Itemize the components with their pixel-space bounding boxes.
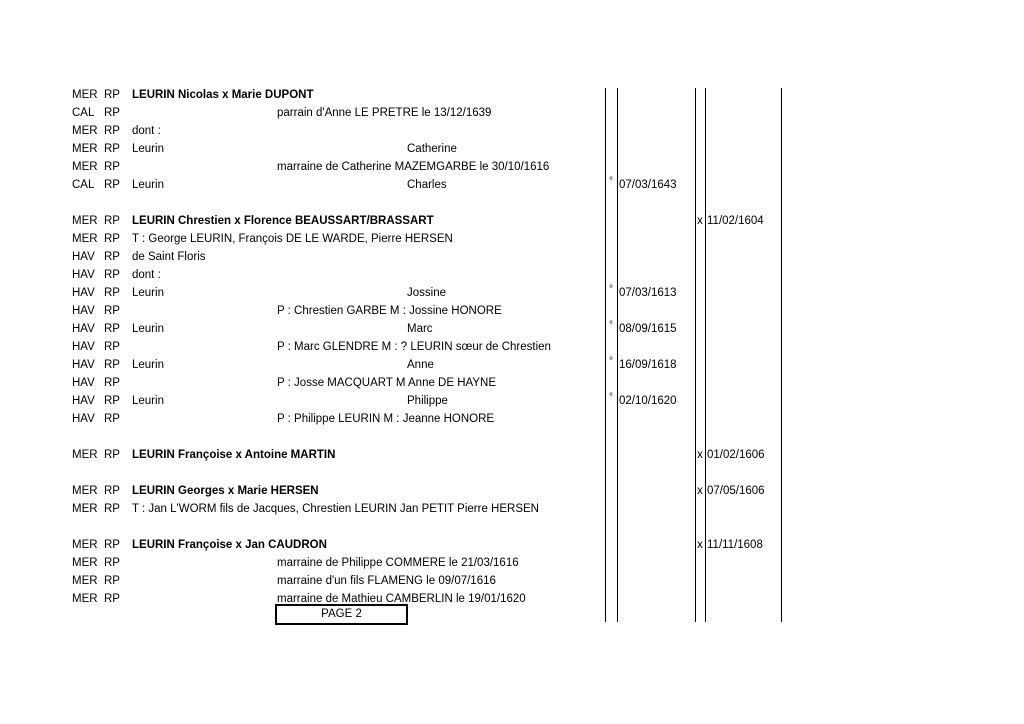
blank-row xyxy=(0,428,1024,446)
record-row xyxy=(0,554,1024,572)
given-name: Philippe xyxy=(407,395,448,407)
description: LEURIN Georges x Marie HERSEN xyxy=(132,485,319,497)
record-row xyxy=(0,176,1024,194)
note-text: P : Chrestien GARBE M : Jossine HONORE xyxy=(277,305,502,317)
birth-date: 02/10/1620 xyxy=(619,395,677,407)
record-row xyxy=(0,266,1024,284)
record-row xyxy=(0,158,1024,176)
column-rule-5 xyxy=(781,88,782,622)
place-code: HAV xyxy=(72,359,95,371)
register-code: RP xyxy=(104,143,120,155)
register-code: RP xyxy=(104,179,120,191)
note-text: P : Philippe LEURIN M : Jeanne HONORE xyxy=(277,413,495,425)
register-code: RP xyxy=(104,575,120,587)
description: Leurin xyxy=(132,287,164,299)
description: LEURIN Françoise x Jan CAUDRON xyxy=(132,539,327,551)
marriage-mark: x xyxy=(697,449,703,461)
description: Leurin xyxy=(132,323,164,335)
register-code: RP xyxy=(104,233,120,245)
description: de Saint Floris xyxy=(132,251,206,263)
description: dont : xyxy=(132,269,161,281)
marriage-mark: x xyxy=(697,539,703,551)
page-number-label: PAGE 2 xyxy=(321,608,362,620)
given-name: Catherine xyxy=(407,143,457,155)
register-code: RP xyxy=(104,341,120,353)
description: Leurin xyxy=(132,395,164,407)
note-text: parrain d'Anne LE PRETRE le 13/12/1639 xyxy=(277,107,492,119)
marriage-date: 11/11/1608 xyxy=(707,539,763,551)
description: Leurin xyxy=(132,359,164,371)
place-code: HAV xyxy=(72,269,95,281)
record-row xyxy=(0,140,1024,158)
blank-row xyxy=(0,518,1024,536)
record-row xyxy=(0,284,1024,302)
register-code: RP xyxy=(104,107,120,119)
place-code: MER xyxy=(72,449,98,461)
column-rule-2 xyxy=(617,88,618,622)
register-code: RP xyxy=(104,557,120,569)
place-code: MER xyxy=(72,143,98,155)
register-code: RP xyxy=(104,593,120,605)
register-code: RP xyxy=(104,449,120,461)
register-code: RP xyxy=(104,395,120,407)
note-text: marraine de Mathieu CAMBERLIN le 19/01/1620 xyxy=(277,593,526,605)
marriage-mark: x xyxy=(697,485,703,497)
register-code: RP xyxy=(104,251,120,263)
place-code: HAV xyxy=(72,287,95,299)
column-rule-1 xyxy=(605,88,606,622)
birth-date: 08/09/1615 xyxy=(619,323,677,335)
register-code: RP xyxy=(104,89,120,101)
register-code: RP xyxy=(104,539,120,551)
description: Leurin xyxy=(132,179,164,191)
birth-mark: ° xyxy=(609,320,613,331)
record-row xyxy=(0,590,1024,608)
description: T : Jan L'WORM fils de Jacques, Chrestien LEURIN Jan PETIT Pierre HERSEN xyxy=(132,503,539,515)
given-name: Marc xyxy=(407,323,433,335)
place-code: MER xyxy=(72,593,98,605)
record-row xyxy=(0,104,1024,122)
description: T : George LEURIN, François DE LE WARDE, Pierre HERSEN xyxy=(132,233,453,245)
record-row xyxy=(0,86,1024,104)
place-code: MER xyxy=(72,503,98,515)
blank-row xyxy=(0,194,1024,212)
register-code: RP xyxy=(104,161,120,173)
column-rule-3 xyxy=(695,88,696,622)
record-row xyxy=(0,446,1024,464)
record-row xyxy=(0,572,1024,590)
record-row xyxy=(0,122,1024,140)
record-row xyxy=(0,536,1024,554)
blank-row xyxy=(0,464,1024,482)
birth-mark: ° xyxy=(609,392,613,403)
register-code: RP xyxy=(104,125,120,137)
record-row xyxy=(0,302,1024,320)
note-text: P : Marc GLENDRE M : ? LEURIN sœur de Chrestien xyxy=(277,341,551,353)
description: dont : xyxy=(132,125,161,137)
register-code: RP xyxy=(104,377,120,389)
birth-mark: ° xyxy=(609,356,613,367)
given-name: Anne xyxy=(407,359,434,371)
description: Leurin xyxy=(132,143,164,155)
place-code: MER xyxy=(72,215,98,227)
note-text: P : Josse MACQUART M Anne DE HAYNE xyxy=(277,377,496,389)
birth-date: 07/03/1643 xyxy=(619,179,677,191)
place-code: MER xyxy=(72,125,98,137)
birth-mark: ° xyxy=(609,284,613,295)
record-row xyxy=(0,230,1024,248)
register-code: RP xyxy=(104,287,120,299)
place-code: CAL xyxy=(72,179,95,191)
place-code: MER xyxy=(72,485,98,497)
record-row xyxy=(0,500,1024,518)
register-code: RP xyxy=(104,215,120,227)
page-number-box xyxy=(275,604,408,625)
place-code: MER xyxy=(72,575,98,587)
marriage-date: 01/02/1606 xyxy=(707,449,765,461)
register-code: RP xyxy=(104,323,120,335)
place-code: MER xyxy=(72,89,98,101)
record-row xyxy=(0,320,1024,338)
marriage-date: 07/05/1606 xyxy=(707,485,765,497)
description: LEURIN Françoise x Antoine MARTIN xyxy=(132,449,336,461)
record-row xyxy=(0,248,1024,266)
note-text: marraine de Catherine MAZEMGARBE le 30/10/1616 xyxy=(277,161,550,173)
description: LEURIN Nicolas x Marie DUPONT xyxy=(132,89,314,101)
birth-date: 07/03/1613 xyxy=(619,287,677,299)
marriage-mark: x xyxy=(697,215,703,227)
note-text: marraine de Philippe COMMERE le 21/03/1616 xyxy=(277,557,519,569)
place-code: MER xyxy=(72,161,98,173)
place-code: CAL xyxy=(72,107,95,119)
marriage-date: 11/02/1604 xyxy=(707,215,764,227)
column-rule-4 xyxy=(705,88,706,622)
place-code: HAV xyxy=(72,377,95,389)
register-code: RP xyxy=(104,413,120,425)
register-code: RP xyxy=(104,359,120,371)
place-code: HAV xyxy=(72,395,95,407)
given-name: Jossine xyxy=(407,287,446,299)
birth-mark: ° xyxy=(609,176,613,187)
record-row xyxy=(0,392,1024,410)
record-row xyxy=(0,356,1024,374)
place-code: MER xyxy=(72,557,98,569)
place-code: HAV xyxy=(72,341,95,353)
place-code: HAV xyxy=(72,251,95,263)
birth-date: 16/09/1618 xyxy=(619,359,677,371)
register-code: RP xyxy=(104,485,120,497)
given-name: Charles xyxy=(407,179,447,191)
record-row xyxy=(0,482,1024,500)
place-code: HAV xyxy=(72,305,95,317)
note-text: marraine d'un fils FLAMENG le 09/07/1616 xyxy=(277,575,496,587)
record-row xyxy=(0,410,1024,428)
register-code: RP xyxy=(104,305,120,317)
register-code: RP xyxy=(104,269,120,281)
place-code: HAV xyxy=(72,413,95,425)
record-row xyxy=(0,338,1024,356)
place-code: MER xyxy=(72,233,98,245)
record-row xyxy=(0,212,1024,230)
register-code: RP xyxy=(104,503,120,515)
record-row xyxy=(0,374,1024,392)
place-code: MER xyxy=(72,539,98,551)
description: LEURIN Chrestien x Florence BEAUSSART/BRASSART xyxy=(132,215,434,227)
place-code: HAV xyxy=(72,323,95,335)
